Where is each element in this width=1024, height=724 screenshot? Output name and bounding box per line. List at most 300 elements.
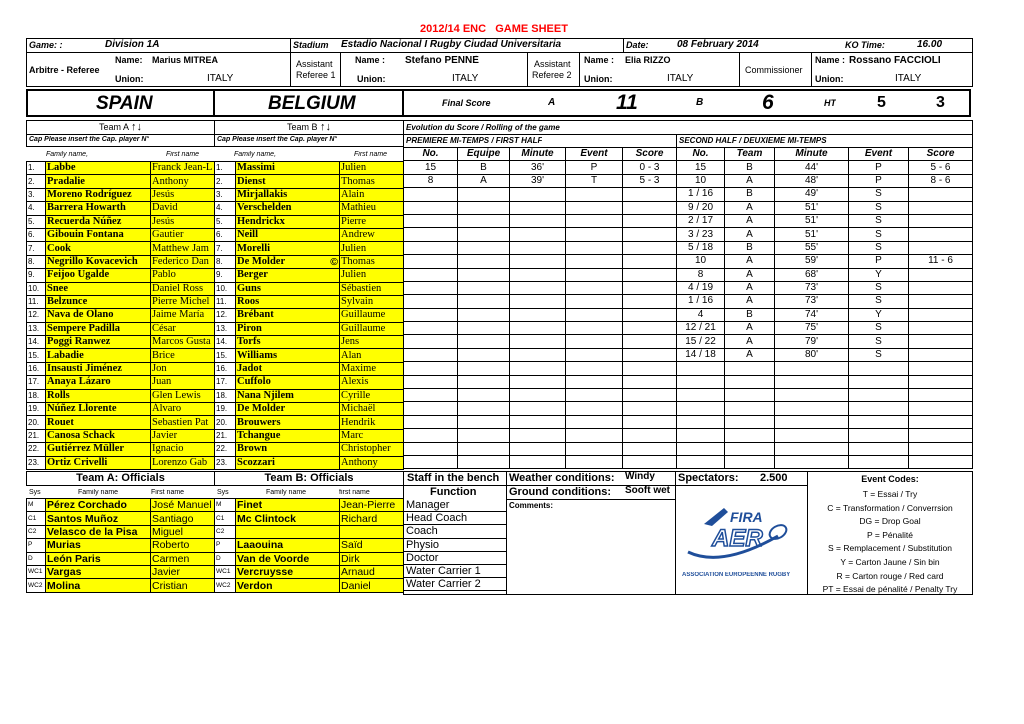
player-family-name: Nana Njilem	[236, 389, 340, 402]
event-row	[677, 161, 973, 174]
event-code: P	[849, 161, 909, 174]
event-minute: 79'	[775, 335, 849, 348]
player-number: 6.	[215, 228, 236, 241]
official-first-name	[340, 525, 404, 538]
player-row	[215, 228, 404, 241]
player-family-name: Tchangue	[236, 429, 340, 442]
event-player-no	[404, 214, 458, 227]
official-role-code: C2	[215, 525, 236, 538]
event-code	[566, 429, 623, 442]
player-number: 22.	[215, 443, 236, 456]
event-player-no	[404, 389, 458, 402]
evolution-title-bar	[403, 120, 973, 135]
event-code: S	[849, 214, 909, 227]
player-row	[215, 322, 404, 335]
event-row	[404, 362, 677, 375]
player-family-name: Verschelden	[236, 202, 340, 215]
event-team	[458, 228, 510, 241]
event-minute	[510, 308, 566, 321]
event-row	[404, 389, 677, 402]
player-row	[27, 269, 215, 282]
event-team	[458, 362, 510, 375]
event-code: P	[849, 255, 909, 268]
official-role-code: C1	[27, 512, 46, 525]
event-player-no: 5 / 18	[677, 241, 725, 254]
event-team	[458, 214, 510, 227]
player-first-name: David	[151, 202, 215, 215]
col-header: Minute	[510, 148, 566, 161]
event-team	[458, 295, 510, 308]
event-player-no: 12 / 21	[677, 322, 725, 335]
player-row	[27, 389, 215, 402]
event-code	[849, 402, 909, 415]
event-minute	[510, 415, 566, 428]
ar1-label-2: Referee 1	[296, 70, 336, 80]
event-player-no	[404, 348, 458, 361]
player-row	[215, 242, 404, 255]
ar1-label-1: Assistant	[296, 59, 333, 69]
event-score	[909, 415, 973, 428]
event-score	[623, 188, 677, 201]
staff-function: Physio	[404, 539, 506, 552]
staff-function: Water Carrier 1	[404, 565, 506, 578]
player-row	[27, 429, 215, 442]
player-row	[27, 202, 215, 215]
logo-caption: ASSOCIATION EUROPÉENNE RUGBY	[682, 572, 791, 578]
score-row	[26, 89, 971, 117]
event-score	[623, 455, 677, 468]
team-b-players	[214, 161, 404, 470]
event-code	[566, 375, 623, 388]
player-family-name: Núñez Llorente	[46, 403, 151, 416]
player-number: 21.	[215, 429, 236, 442]
official-row	[27, 499, 215, 512]
event-minute: 68'	[775, 268, 849, 281]
event-team: A	[725, 174, 775, 187]
player-number: 3.	[215, 188, 236, 201]
player-number: 4.	[215, 202, 236, 215]
player-family-name: Massimi	[236, 162, 340, 175]
player-first-name: Lorenzo Gab	[151, 456, 215, 469]
player-row	[27, 228, 215, 241]
player-family-name: De Molder	[236, 403, 340, 416]
event-code: P	[566, 161, 623, 174]
staff-function: Manager	[404, 499, 506, 512]
event-score: 0 - 3	[623, 161, 677, 174]
player-family-name: Pradalie	[46, 175, 151, 188]
staff-function: Water Carrier 2	[404, 578, 506, 591]
team-b-colheads: Family name, First name	[234, 151, 388, 158]
event-team	[725, 402, 775, 415]
player-family-name: Canosa Schack	[46, 429, 151, 442]
event-code	[566, 362, 623, 375]
event-team	[458, 455, 510, 468]
score-a-label: A	[548, 97, 556, 108]
ht-score-b: 3	[936, 94, 945, 111]
team-b-officials	[214, 498, 404, 593]
player-family-name: Cook	[46, 242, 151, 255]
event-minute	[510, 214, 566, 227]
official-family-name: Murias	[46, 539, 151, 552]
player-family-name: Anaya Lázaro	[46, 376, 151, 389]
official-first-name: Carmen	[151, 552, 215, 565]
player-family-name-text: De Molder	[237, 255, 286, 267]
event-team	[458, 335, 510, 348]
comm-name: Rossano FACCIOLI	[849, 55, 941, 66]
official-first-name: José Manuel	[151, 499, 215, 512]
event-code	[566, 335, 623, 348]
col-header: No.	[404, 148, 458, 161]
player-first-name: Thomas	[340, 255, 404, 268]
event-score	[909, 429, 973, 442]
event-team: B	[725, 161, 775, 174]
event-code-item: P = Pénalité	[867, 529, 913, 540]
event-player-no	[404, 362, 458, 375]
official-first-name: Javier	[151, 565, 215, 578]
event-code-item: C = Transformation / Converrsion	[827, 502, 953, 513]
player-row	[27, 443, 215, 456]
player-family-name: Guns	[236, 282, 340, 295]
event-minute: 55'	[775, 241, 849, 254]
player-row	[215, 403, 404, 416]
ar2-union-label: Union:	[584, 74, 613, 84]
event-score	[909, 268, 973, 281]
event-code	[566, 415, 623, 428]
official-first-name: Miguel	[151, 525, 215, 538]
player-first-name: Juan	[151, 376, 215, 389]
event-player-no: 1 / 16	[677, 188, 725, 201]
player-family-name: Gutiérrez Müller	[46, 443, 151, 456]
event-score	[909, 188, 973, 201]
event-score: 5 - 3	[623, 174, 677, 187]
player-family-name: Scozzari	[236, 456, 340, 469]
player-row	[215, 443, 404, 456]
staff-panel	[403, 471, 507, 595]
date-value: 08 February 2014	[677, 39, 759, 50]
player-family-name: Snee	[46, 282, 151, 295]
player-family-name: Labadie	[46, 349, 151, 362]
event-row	[677, 402, 973, 415]
event-player-no	[404, 375, 458, 388]
player-first-name: Andrew	[340, 228, 404, 241]
player-row	[27, 188, 215, 201]
team-b-header	[214, 120, 404, 135]
svg-text:AER: AER	[712, 525, 763, 552]
player-family-name: Piron	[236, 322, 340, 335]
event-team	[458, 389, 510, 402]
player-row	[215, 295, 404, 308]
event-code	[566, 201, 623, 214]
staff-title: Staff in the bench	[407, 472, 500, 484]
spectators-value: 2.500	[760, 472, 788, 484]
event-minute	[510, 389, 566, 402]
event-row	[677, 455, 973, 468]
event-team	[725, 455, 775, 468]
event-team	[458, 281, 510, 294]
player-family-name: Morelli	[236, 242, 340, 255]
player-first-name: Jon	[151, 362, 215, 375]
player-number: 12.	[27, 309, 46, 322]
player-row	[27, 309, 215, 322]
event-score	[909, 308, 973, 321]
player-number: 21.	[27, 429, 46, 442]
function-label: Function	[430, 486, 477, 498]
official-role-code: C1	[215, 512, 236, 525]
event-row	[677, 214, 973, 227]
player-family-name: Cuffolo	[236, 376, 340, 389]
player-number: 18.	[215, 389, 236, 402]
event-code	[849, 455, 909, 468]
event-minute	[510, 241, 566, 254]
event-score	[623, 241, 677, 254]
event-row	[404, 295, 677, 308]
event-score	[623, 281, 677, 294]
event-code: S	[849, 295, 909, 308]
official-row	[215, 579, 404, 592]
official-row	[215, 525, 404, 538]
official-family-name: Laaouina	[236, 539, 340, 552]
player-number: 8.	[27, 255, 46, 268]
second-half-table	[676, 147, 973, 469]
event-score	[909, 442, 973, 455]
event-score	[623, 255, 677, 268]
event-score	[909, 322, 973, 335]
player-number: 19.	[27, 403, 46, 416]
event-score	[623, 322, 677, 335]
event-row	[677, 442, 973, 455]
event-code	[849, 442, 909, 455]
svg-text:FIRA: FIRA	[730, 509, 763, 525]
official-row	[27, 539, 215, 552]
player-family-name: Belzunce	[46, 295, 151, 308]
official-family-name: Vargas	[46, 565, 151, 578]
event-minute	[510, 442, 566, 455]
event-row	[677, 228, 973, 241]
player-row	[27, 162, 215, 175]
official-family-name: Verdon	[236, 579, 340, 592]
event-row	[404, 308, 677, 321]
event-minute	[775, 402, 849, 415]
date-label: Date:	[626, 40, 649, 50]
player-number: 11.	[27, 295, 46, 308]
player-number: 23.	[215, 456, 236, 469]
score-b-label: B	[696, 97, 704, 108]
player-number: 1.	[27, 162, 46, 175]
team-a-players	[26, 161, 215, 470]
staff-function: Doctor	[404, 552, 506, 565]
event-minute	[775, 429, 849, 442]
event-player-no: 3 / 23	[677, 228, 725, 241]
player-family-name: Moreno Rodríguez	[46, 188, 151, 201]
event-player-no	[677, 375, 725, 388]
player-number: 10.	[215, 282, 236, 295]
player-first-name: César	[151, 322, 215, 335]
player-row	[27, 456, 215, 469]
event-player-no: 9 / 20	[677, 201, 725, 214]
event-code-item: R = Carton rouge / Red card	[836, 570, 944, 581]
event-player-no	[404, 201, 458, 214]
event-minute	[510, 322, 566, 335]
final-score-label: Final Score	[442, 98, 491, 108]
player-number: 12.	[215, 309, 236, 322]
event-team	[725, 429, 775, 442]
event-player-no: 1 / 16	[677, 295, 725, 308]
comments-label: Comments:	[509, 501, 554, 510]
ko-value: 16.00	[917, 39, 943, 50]
event-player-no	[404, 228, 458, 241]
event-team	[458, 415, 510, 428]
player-family-name: Insausti Jiménez	[46, 362, 151, 375]
player-first-name: Mathieu	[340, 202, 404, 215]
event-minute	[775, 415, 849, 428]
official-family-name: Velasco de la Pisa	[46, 525, 151, 538]
event-code	[566, 442, 623, 455]
player-number: 23.	[27, 456, 46, 469]
player-first-name: Maxime	[340, 362, 404, 375]
evolution-title: Evolution du Score / Rolling of the game	[406, 123, 560, 132]
event-player-no	[677, 442, 725, 455]
event-minute: 51'	[775, 214, 849, 227]
player-row	[27, 322, 215, 335]
player-number: 19.	[215, 403, 236, 416]
event-row	[677, 295, 973, 308]
officials-row	[26, 52, 973, 87]
event-team	[458, 255, 510, 268]
player-number: 9.	[215, 269, 236, 282]
player-family-name: Barrera Howarth	[46, 202, 151, 215]
player-number: 16.	[215, 362, 236, 375]
player-first-name: Christopher	[340, 443, 404, 456]
player-family-name: Gibouin Fontana	[46, 228, 151, 241]
event-score	[909, 335, 973, 348]
player-first-name: Pierre Michel	[151, 295, 215, 308]
event-code	[566, 228, 623, 241]
event-minute	[510, 348, 566, 361]
event-row	[404, 214, 677, 227]
event-row	[677, 362, 973, 375]
event-team: A	[458, 174, 510, 187]
player-number: 13.	[215, 322, 236, 335]
event-team: B	[458, 161, 510, 174]
event-score	[623, 402, 677, 415]
official-row	[27, 512, 215, 525]
event-minute	[510, 228, 566, 241]
ar2-label-1: Assistant	[534, 59, 571, 69]
event-code: T	[566, 174, 623, 187]
player-row	[215, 336, 404, 349]
player-row	[215, 162, 404, 175]
player-first-name: Julien	[340, 162, 404, 175]
event-team: A	[725, 295, 775, 308]
event-code	[566, 241, 623, 254]
player-number: 6.	[27, 228, 46, 241]
team-b-officials-colheads: Sys Family name first name	[217, 489, 370, 496]
event-team	[458, 241, 510, 254]
player-first-name: Jaime María	[151, 309, 215, 322]
event-codes-title: Event Codes:	[861, 474, 919, 484]
official-row	[27, 565, 215, 578]
event-player-no	[677, 389, 725, 402]
player-row	[27, 349, 215, 362]
event-row	[677, 375, 973, 388]
ht-label: HT	[824, 98, 836, 108]
official-role-code: D	[27, 552, 46, 565]
player-first-name: Cyrille	[340, 389, 404, 402]
event-score: 8 - 6	[909, 174, 973, 187]
player-first-name: Alexis	[340, 376, 404, 389]
event-player-no: 15 / 22	[677, 335, 725, 348]
player-family-name: Recuerda Núñez	[46, 215, 151, 228]
event-minute: 44'	[775, 161, 849, 174]
official-first-name: Cristian	[151, 579, 215, 592]
player-first-name: Sylvain	[340, 295, 404, 308]
event-code	[566, 348, 623, 361]
event-player-no	[404, 415, 458, 428]
player-first-name: Glen Lewis	[151, 389, 215, 402]
referee-name-label: Name:	[115, 55, 143, 65]
player-row	[215, 349, 404, 362]
event-minute: 49'	[775, 188, 849, 201]
player-first-name: Jens	[340, 336, 404, 349]
event-score	[909, 389, 973, 402]
event-row	[404, 429, 677, 442]
ar2-label-2: Referee 2	[532, 70, 572, 80]
player-row	[215, 429, 404, 442]
ar1-name-label: Name :	[355, 55, 386, 65]
event-row	[404, 402, 677, 415]
event-row	[677, 174, 973, 187]
event-score	[909, 201, 973, 214]
player-row	[215, 456, 404, 469]
team-b-label: Team B	[286, 122, 318, 132]
player-row	[215, 255, 404, 268]
event-row	[677, 308, 973, 321]
col-header: No.	[677, 148, 725, 161]
first-half-table	[403, 147, 677, 469]
comm-union: ITALY	[895, 73, 922, 84]
referee-role-label: Arbitre - Referee	[29, 65, 100, 75]
official-role-code: C2	[27, 525, 46, 538]
player-number: 17.	[215, 376, 236, 389]
player-row	[215, 215, 404, 228]
event-code	[566, 402, 623, 415]
official-first-name: Richard	[340, 512, 404, 525]
player-family-name: Poggi Ranwez	[46, 336, 151, 349]
event-score	[909, 281, 973, 294]
event-team: A	[725, 268, 775, 281]
event-score	[623, 228, 677, 241]
player-number: 13.	[27, 322, 46, 335]
event-row	[677, 188, 973, 201]
official-first-name: Daniel	[340, 579, 404, 592]
player-number: 10.	[27, 282, 46, 295]
event-minute	[775, 362, 849, 375]
player-family-name: Berger	[236, 269, 340, 282]
event-player-no	[404, 281, 458, 294]
event-team	[725, 442, 775, 455]
official-first-name: Saïd	[340, 539, 404, 552]
player-first-name: Julien	[340, 242, 404, 255]
player-first-name: Javier	[151, 429, 215, 442]
event-row	[677, 241, 973, 254]
player-first-name: Anthony	[340, 456, 404, 469]
col-header: Team	[725, 148, 775, 161]
player-family-name: Labbe	[46, 162, 151, 175]
event-row	[404, 228, 677, 241]
event-code	[566, 214, 623, 227]
col-header: Score	[623, 148, 677, 161]
event-code: S	[849, 228, 909, 241]
